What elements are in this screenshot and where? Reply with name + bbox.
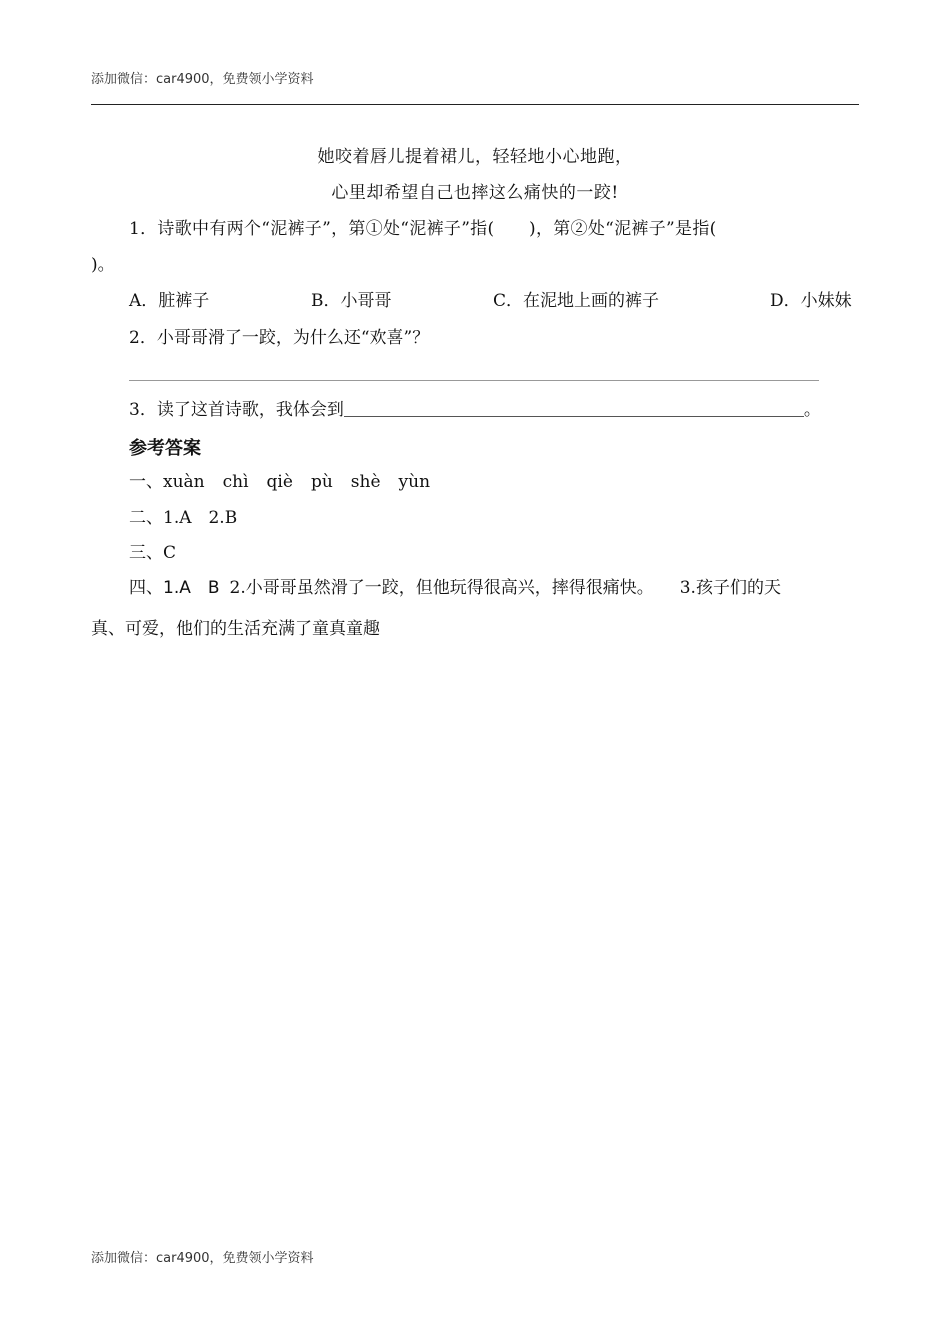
question-2: 2．小哥哥滑了一跤，为什么还“欢喜”？ <box>129 328 430 348</box>
question-3 <box>129 398 821 421</box>
answer-1 <box>129 471 430 493</box>
answer-2: 二、1.A 2.B <box>129 508 238 528</box>
pinyin-6: yùn <box>398 472 431 492</box>
answer-blank-q3[interactable] <box>344 398 804 417</box>
answer-4-continued: 真、可爱，他们的生活充满了童真童趣 <box>91 619 380 639</box>
answer-4 <box>129 577 781 599</box>
pinyin-3: qiè <box>266 472 293 492</box>
question-1: 1．诗歌中有两个“泥裤子”，第①处“泥裤子”指( )，第②处“泥裤子”是指( <box>129 219 717 239</box>
answer-4-part-1: 1.A B <box>163 578 220 598</box>
option-c: C．在泥地上画的裤子 <box>493 291 660 311</box>
pinyin-2: chì <box>222 472 249 492</box>
poem-line-1: 她咬着唇儿提着裙儿，轻轻地小心地跑， <box>317 147 633 167</box>
page-header: 添加微信：car4900，免费领小学资料 <box>91 72 314 87</box>
answer-1-label: 一、 <box>129 472 163 492</box>
option-d: D．小妹妹 <box>770 291 852 311</box>
question-3-prefix: 3．读了这首诗歌，我体会到 <box>129 400 344 420</box>
answer-3: 三、C <box>129 543 177 563</box>
pinyin-1: xuàn <box>163 472 205 492</box>
question-1-continued: )。 <box>91 255 115 275</box>
option-a: A．脏裤子 <box>129 291 210 311</box>
answer-4-label: 四、 <box>129 578 163 598</box>
header-divider <box>91 104 859 105</box>
answer-4-part-3: 3.孩子们的天 <box>679 578 781 598</box>
poem-line-2: 心里却希望自己也摔这么痛快的一跤! <box>331 183 619 203</box>
option-b: B．小哥哥 <box>311 291 392 311</box>
pinyin-5: shè <box>350 472 381 492</box>
answer-4-part-2: 2.小哥哥虽然滑了一跤，但他玩得很高兴，摔得很痛快。 <box>229 578 654 598</box>
answer-line-q2[interactable] <box>129 380 819 381</box>
answers-heading: 参考答案 <box>129 438 201 459</box>
page-footer: 添加微信：car4900，免费领小学资料 <box>91 1251 314 1266</box>
question-3-suffix: 。 <box>803 400 821 420</box>
pinyin-4: pù <box>310 472 333 492</box>
